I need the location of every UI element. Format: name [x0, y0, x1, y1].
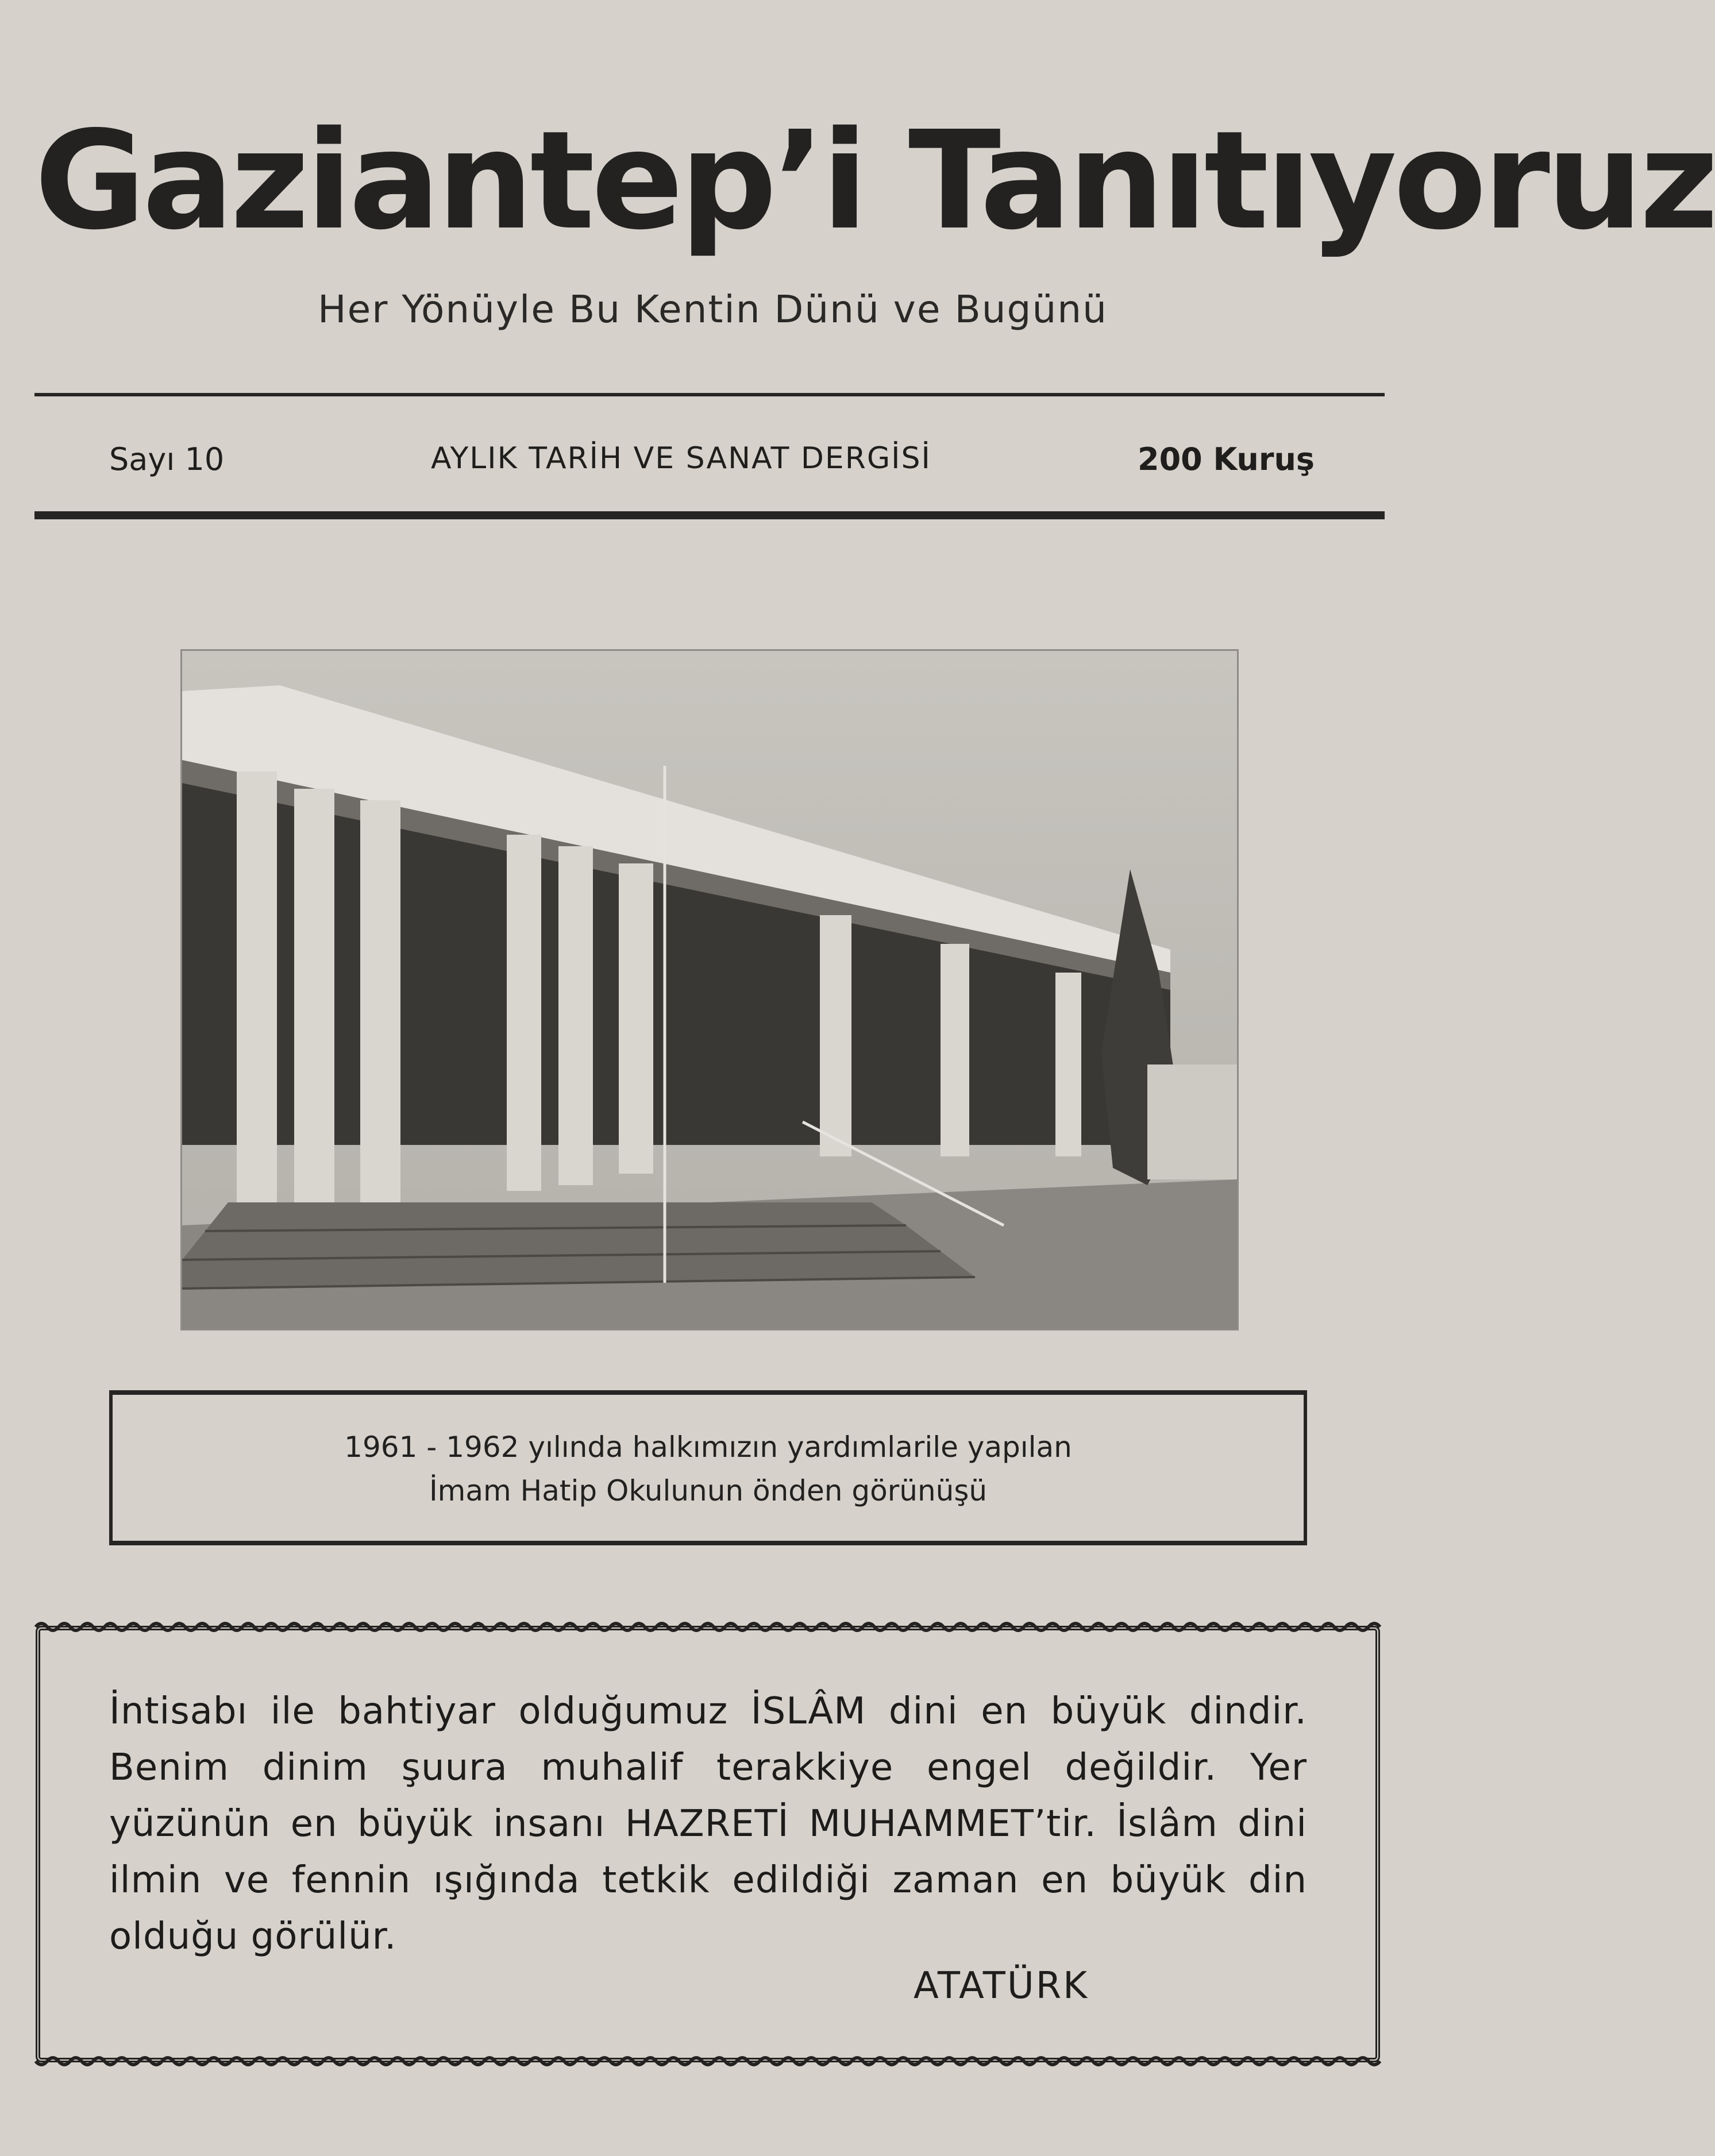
- issue-number: Sayı 10: [109, 441, 225, 477]
- school-building-illustration: [182, 651, 1237, 1329]
- bottom-rule: [34, 511, 1385, 519]
- caption-line-2: İmam Hatip Okulunun önden görünüşü: [429, 1474, 988, 1507]
- issue-bar: [34, 425, 1385, 488]
- caption-line-1: 1961 - 1962 yılında halkımızın yardımlarile yapılan: [344, 1430, 1072, 1464]
- school-photo: [180, 649, 1239, 1330]
- quote-border-bottom: [36, 2054, 1380, 2068]
- issue-type: AYLIK TARİH VE SANAT DERGİSİ: [431, 441, 931, 476]
- issue-price: 200 Kuruş: [1138, 441, 1315, 477]
- magazine-subtitle: Her Yönüyle Bu Kentin Dünü ve Bugünü: [318, 287, 1108, 331]
- magazine-title: Gaziantep’i Tanıtıyoruz: [34, 102, 1715, 260]
- ataturk-quote: İntisabı ile bahtiyar olduğumuz İSLÂM dini en büyük dindir. Benim dinim şuura muhalif terakkiye engel değildir. Yer yüzünün en büyük insanı HAZRETİ MUHAMMET’tir. İslâm dini ilmin ve fennin ışığında tetkik edildiği zaman en büyük din olduğu görülür.: [109, 1690, 1307, 1958]
- photo-caption: [109, 1390, 1307, 1545]
- quote-author: ATATÜRK: [914, 1965, 1089, 2007]
- top-rule: [34, 393, 1385, 396]
